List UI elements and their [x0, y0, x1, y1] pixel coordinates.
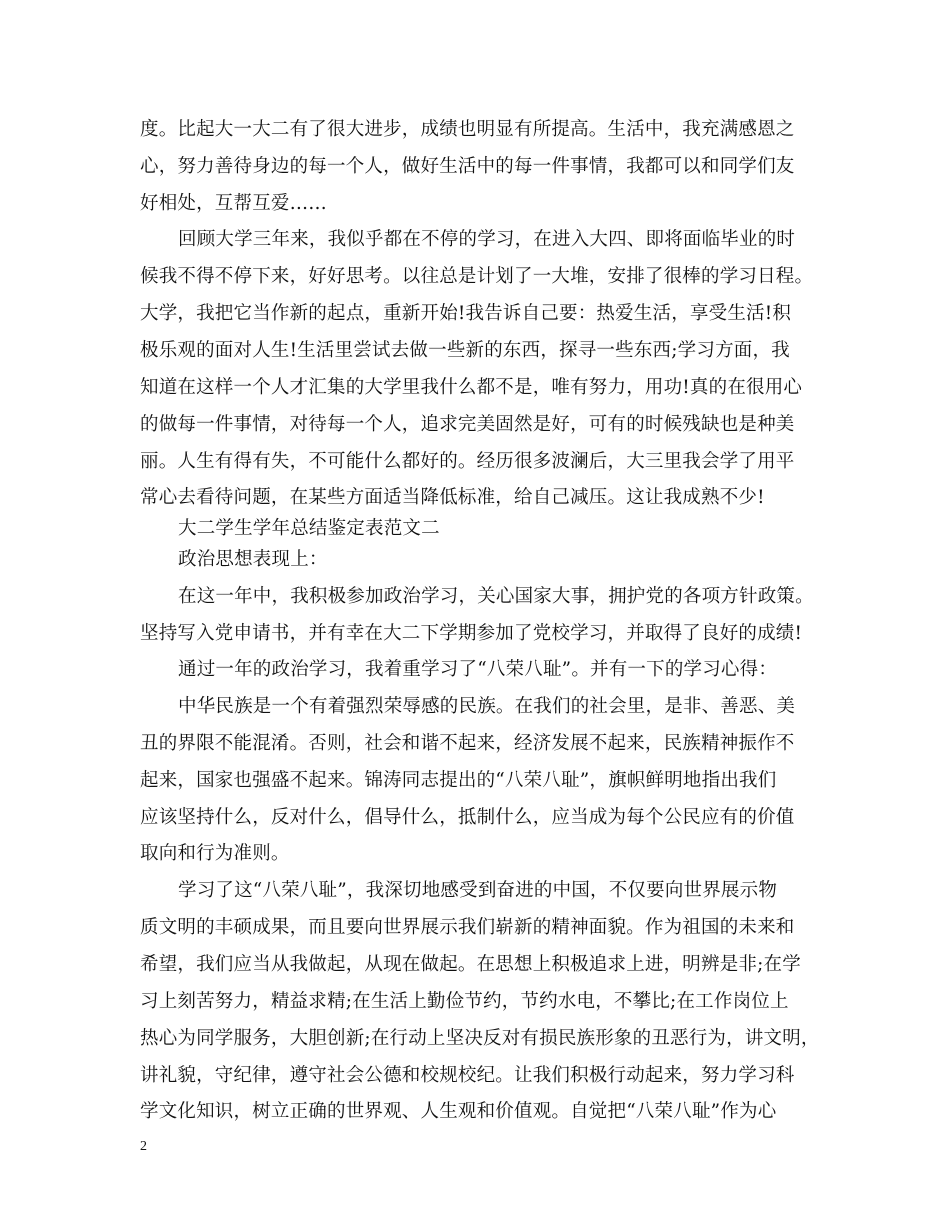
text-line: 希望，我们应当从我做起，从现在做起。在思想上积极追求上进，明辨是非;在学 — [140, 954, 801, 975]
text-line: 热心为同学服务，大胆创新;在行动上坚决反对有损民族形象的丑恶行为，讲文明， — [140, 1028, 820, 1049]
text-line: 起来，国家也强盛不起来。锦涛同志提出的“八荣八耻”，旗帜鲜明地指出我们 — [140, 770, 777, 791]
text-line: 常心去看待问题，在某些方面适当降低标准，给自己减压。这让我成熟不少! — [140, 487, 765, 508]
text-line: 丑的界限不能混淆。否则，社会和谐不起来，经济发展不起来，民族精神振作不 — [140, 733, 795, 754]
text-line: 学文化知识，树立正确的世界观、人生观和价值观。自觉把“八荣八耻”作为心 — [140, 1101, 777, 1122]
text-line: 坚持写入党申请书，并有幸在大二下学期参加了党校学习，并取得了良好的成绩! — [140, 623, 803, 644]
section-heading: 大二学生学年总结鉴定表范文二 — [178, 518, 440, 539]
text-line: 候我不得不停下来，好好思考。以往总是计划了一大堆，安排了很棒的学习日程。 — [140, 266, 814, 287]
text-line: 丽。人生有得有失，不可能什么都好的。经历很多波澜后，大三里我会学了用平 — [140, 451, 795, 472]
text-line: 大学，我把它当作新的起点，重新开始!我告诉自己要：热爱生活，享受生活!积 — [140, 303, 792, 324]
text-line: 学习了这“八荣八耻”，我深切地感受到奋进的中国，不仅要向世界展示物 — [178, 880, 778, 901]
page-number: 2 — [140, 1139, 147, 1154]
text-line: 应该坚持什么，反对什么，倡导什么，抵制什么，应当成为每个公民应有的价值 — [140, 807, 795, 828]
text-line: 取向和行为准则。 — [140, 843, 290, 864]
text-line: 度。比起大一大二有了很大进步，成绩也明显有所提高。生活中，我充满感恩之 — [140, 119, 795, 140]
text-line: 心，努力善待身边的每一个人，做好生活中的每一件事情，我都可以和同学们友 — [140, 156, 795, 177]
text-line: 知道在这样一个人才汇集的大学里我什么都不是，唯有努力，用功!真的在很用心 — [140, 377, 803, 398]
text-line: 通过一年的政治学习，我着重学习了“八荣八耻”。并有一下的学习心得： — [178, 659, 778, 680]
text-line: 回顾大学三年来，我似乎都在不停的学习，在进入大四、即将面临毕业的时 — [178, 229, 796, 250]
text-line: 极乐观的面对人生!生活里尝试去做一些新的东西，探寻一些东西;学习方面，我 — [140, 340, 790, 361]
text-line: 习上刻苦努力，精益求精;在生活上勤俭节约，节约水电，不攀比;在工作岗位上 — [140, 991, 789, 1012]
text-line: 中华民族是一个有着强烈荣辱感的民族。在我们的社会里，是非、善恶、美 — [178, 696, 796, 717]
text-line: 在这一年中，我积极参加政治学习，关心国家大事，拥护党的各项方针政策。 — [178, 586, 814, 607]
text-line: 质文明的丰硕成果，而且要向世界展示我们崭新的精神面貌。作为祖国的未来和 — [140, 917, 795, 938]
subheading: 政治思想表现上： — [178, 549, 328, 570]
text-line: 的做每一件事情，对待每一个人，追求完美固然是好，可有的时候残缺也是种美 — [140, 414, 795, 435]
text-line: 讲礼貌，守纪律，遵守社会公德和校规校纪。让我们积极行动起来，努力学习科 — [140, 1065, 795, 1086]
text-line: 好相处，互帮互爱…… — [140, 193, 328, 214]
